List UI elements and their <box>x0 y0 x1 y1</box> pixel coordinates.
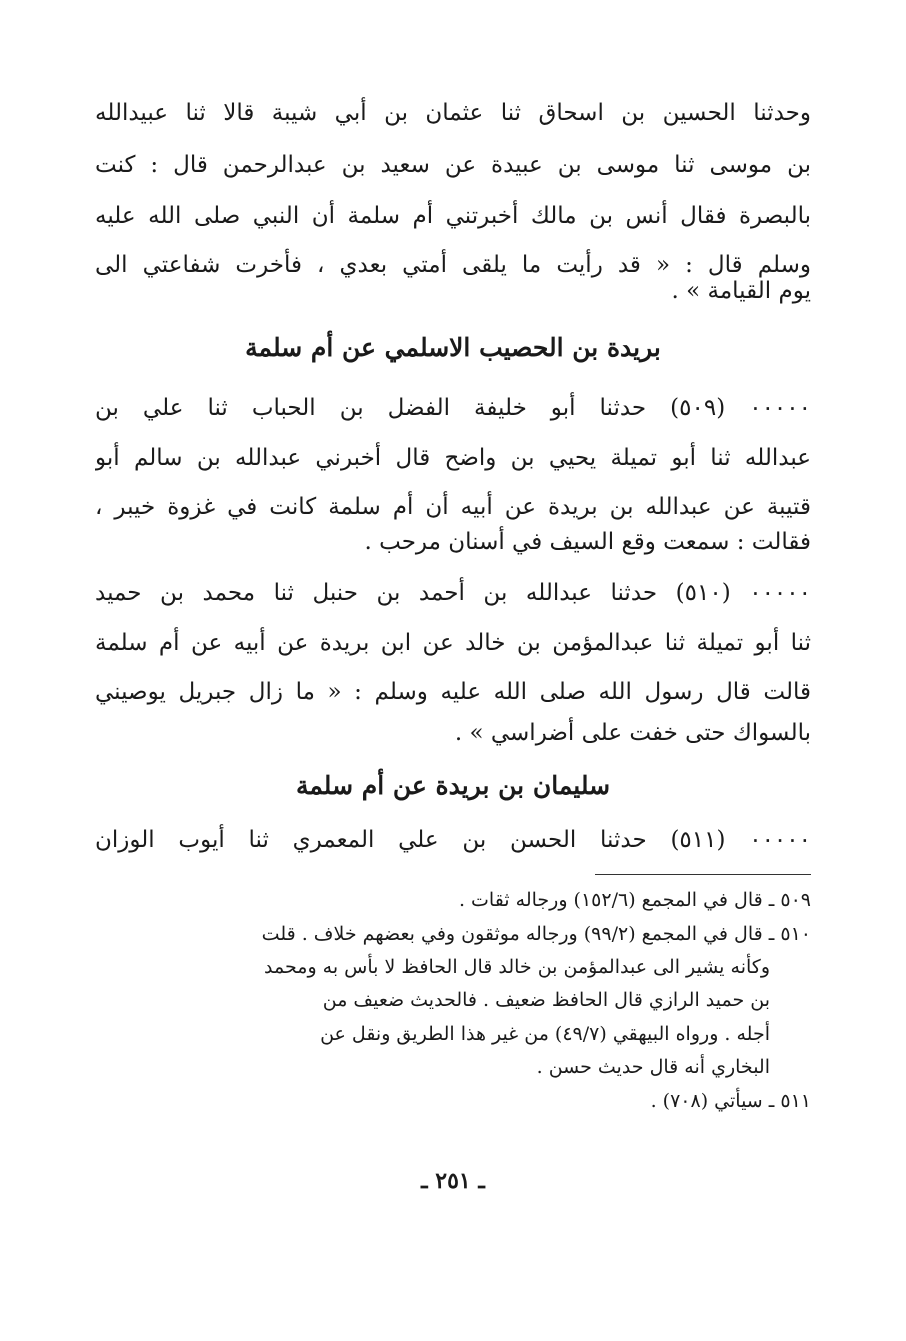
hadith-509-line-3: قتيبة عن عبدالله بن بريدة عن أبيه أن أم سلمة كانت في غزوة خيبر ، <box>95 494 811 520</box>
footnote-510-cont: أجله . ورواه البيهقي (٤٩/٧) من غير هذا الطريق ونقل عن <box>320 1023 770 1045</box>
intro-line-2: بن موسى ثنا موسى بن عبيدة عن سعيد بن عبدالرحمن قال : كنت <box>95 152 811 178</box>
section-heading: بريدة بن الحصيب الاسلمي عن أم سلمة <box>245 333 661 362</box>
footnote-separator <box>595 874 811 875</box>
footnote-511: ٥١١ ـ سيأتي (٧٠٨) . <box>650 1090 811 1112</box>
page-number: ـ ٢٥١ ـ <box>421 1168 485 1194</box>
intro-line-4: وسلم قال : « قد رأيت ما يلقى أمتي بعدي ، فأخرت شفاعتي الى <box>95 252 811 278</box>
section-heading: سليمان بن بريدة عن أم سلمة <box>295 771 611 800</box>
footnote-510: ٥١٠ ـ قال في المجمع (٩٩/٢) ورجاله موثقون وفي بعضهم خلاف . قلت <box>261 923 811 945</box>
hadith-511-line-1: ٠٠٠٠٠ (٥١١) حدثنا الحسن بن علي المعمري ثنا أيوب الوزان <box>95 827 811 853</box>
hadith-509-line-1: ٠٠٠٠٠ (٥٠٩) حدثنا أبو خليفة الفضل بن الحباب ثنا علي بن <box>95 395 811 421</box>
intro-line-5: يوم القيامة » . <box>671 278 811 304</box>
hadith-509-line-2: عبدالله ثنا أبو تميلة يحيي بن واضح قال أخبرني عبدالله بن سالم أبو <box>95 445 811 471</box>
hadith-509-line-4: فقالت : سمعت وقع السيف في أسنان مرحب . <box>364 529 811 555</box>
intro-line-3: بالبصرة فقال أنس بن مالك أخبرتني أم سلمة أن النبي صلى الله عليه <box>95 203 811 229</box>
hadith-510-line-2: ثنا أبو تميلة ثنا عبدالمؤمن بن خالد عن ابن بريدة عن أبيه عن أم سلمة <box>95 630 811 656</box>
hadith-510-line-4: بالسواك حتى خفت على أضراسي » . <box>454 720 811 746</box>
footnote-510-cont: وكأنه يشير الى عبدالمؤمن بن خالد قال الحافظ لا بأس به ومحمد <box>264 956 770 978</box>
intro-line-1: وحدثنا الحسين بن اسحاق ثنا عثمان بن أبي شيبة قالا ثنا عبيدالله <box>95 100 811 126</box>
footnote-510-cont: بن حميد الرازي قال الحافظ ضعيف . فالحديث ضعيف من <box>322 989 770 1011</box>
hadith-510-line-3: قالت قال رسول الله صلى الله عليه وسلم : « ما زال جبريل يوصيني <box>95 679 811 705</box>
hadith-510-line-1: ٠٠٠٠٠ (٥١٠) حدثنا عبدالله بن أحمد بن حنبل ثنا محمد بن حميد <box>95 580 811 606</box>
footnote-509: ٥٠٩ ـ قال في المجمع (١٥٢/٦) ورجاله ثقات . <box>458 889 811 911</box>
footnote-510-cont: البخاري أنه قال حديث حسن . <box>536 1056 770 1078</box>
